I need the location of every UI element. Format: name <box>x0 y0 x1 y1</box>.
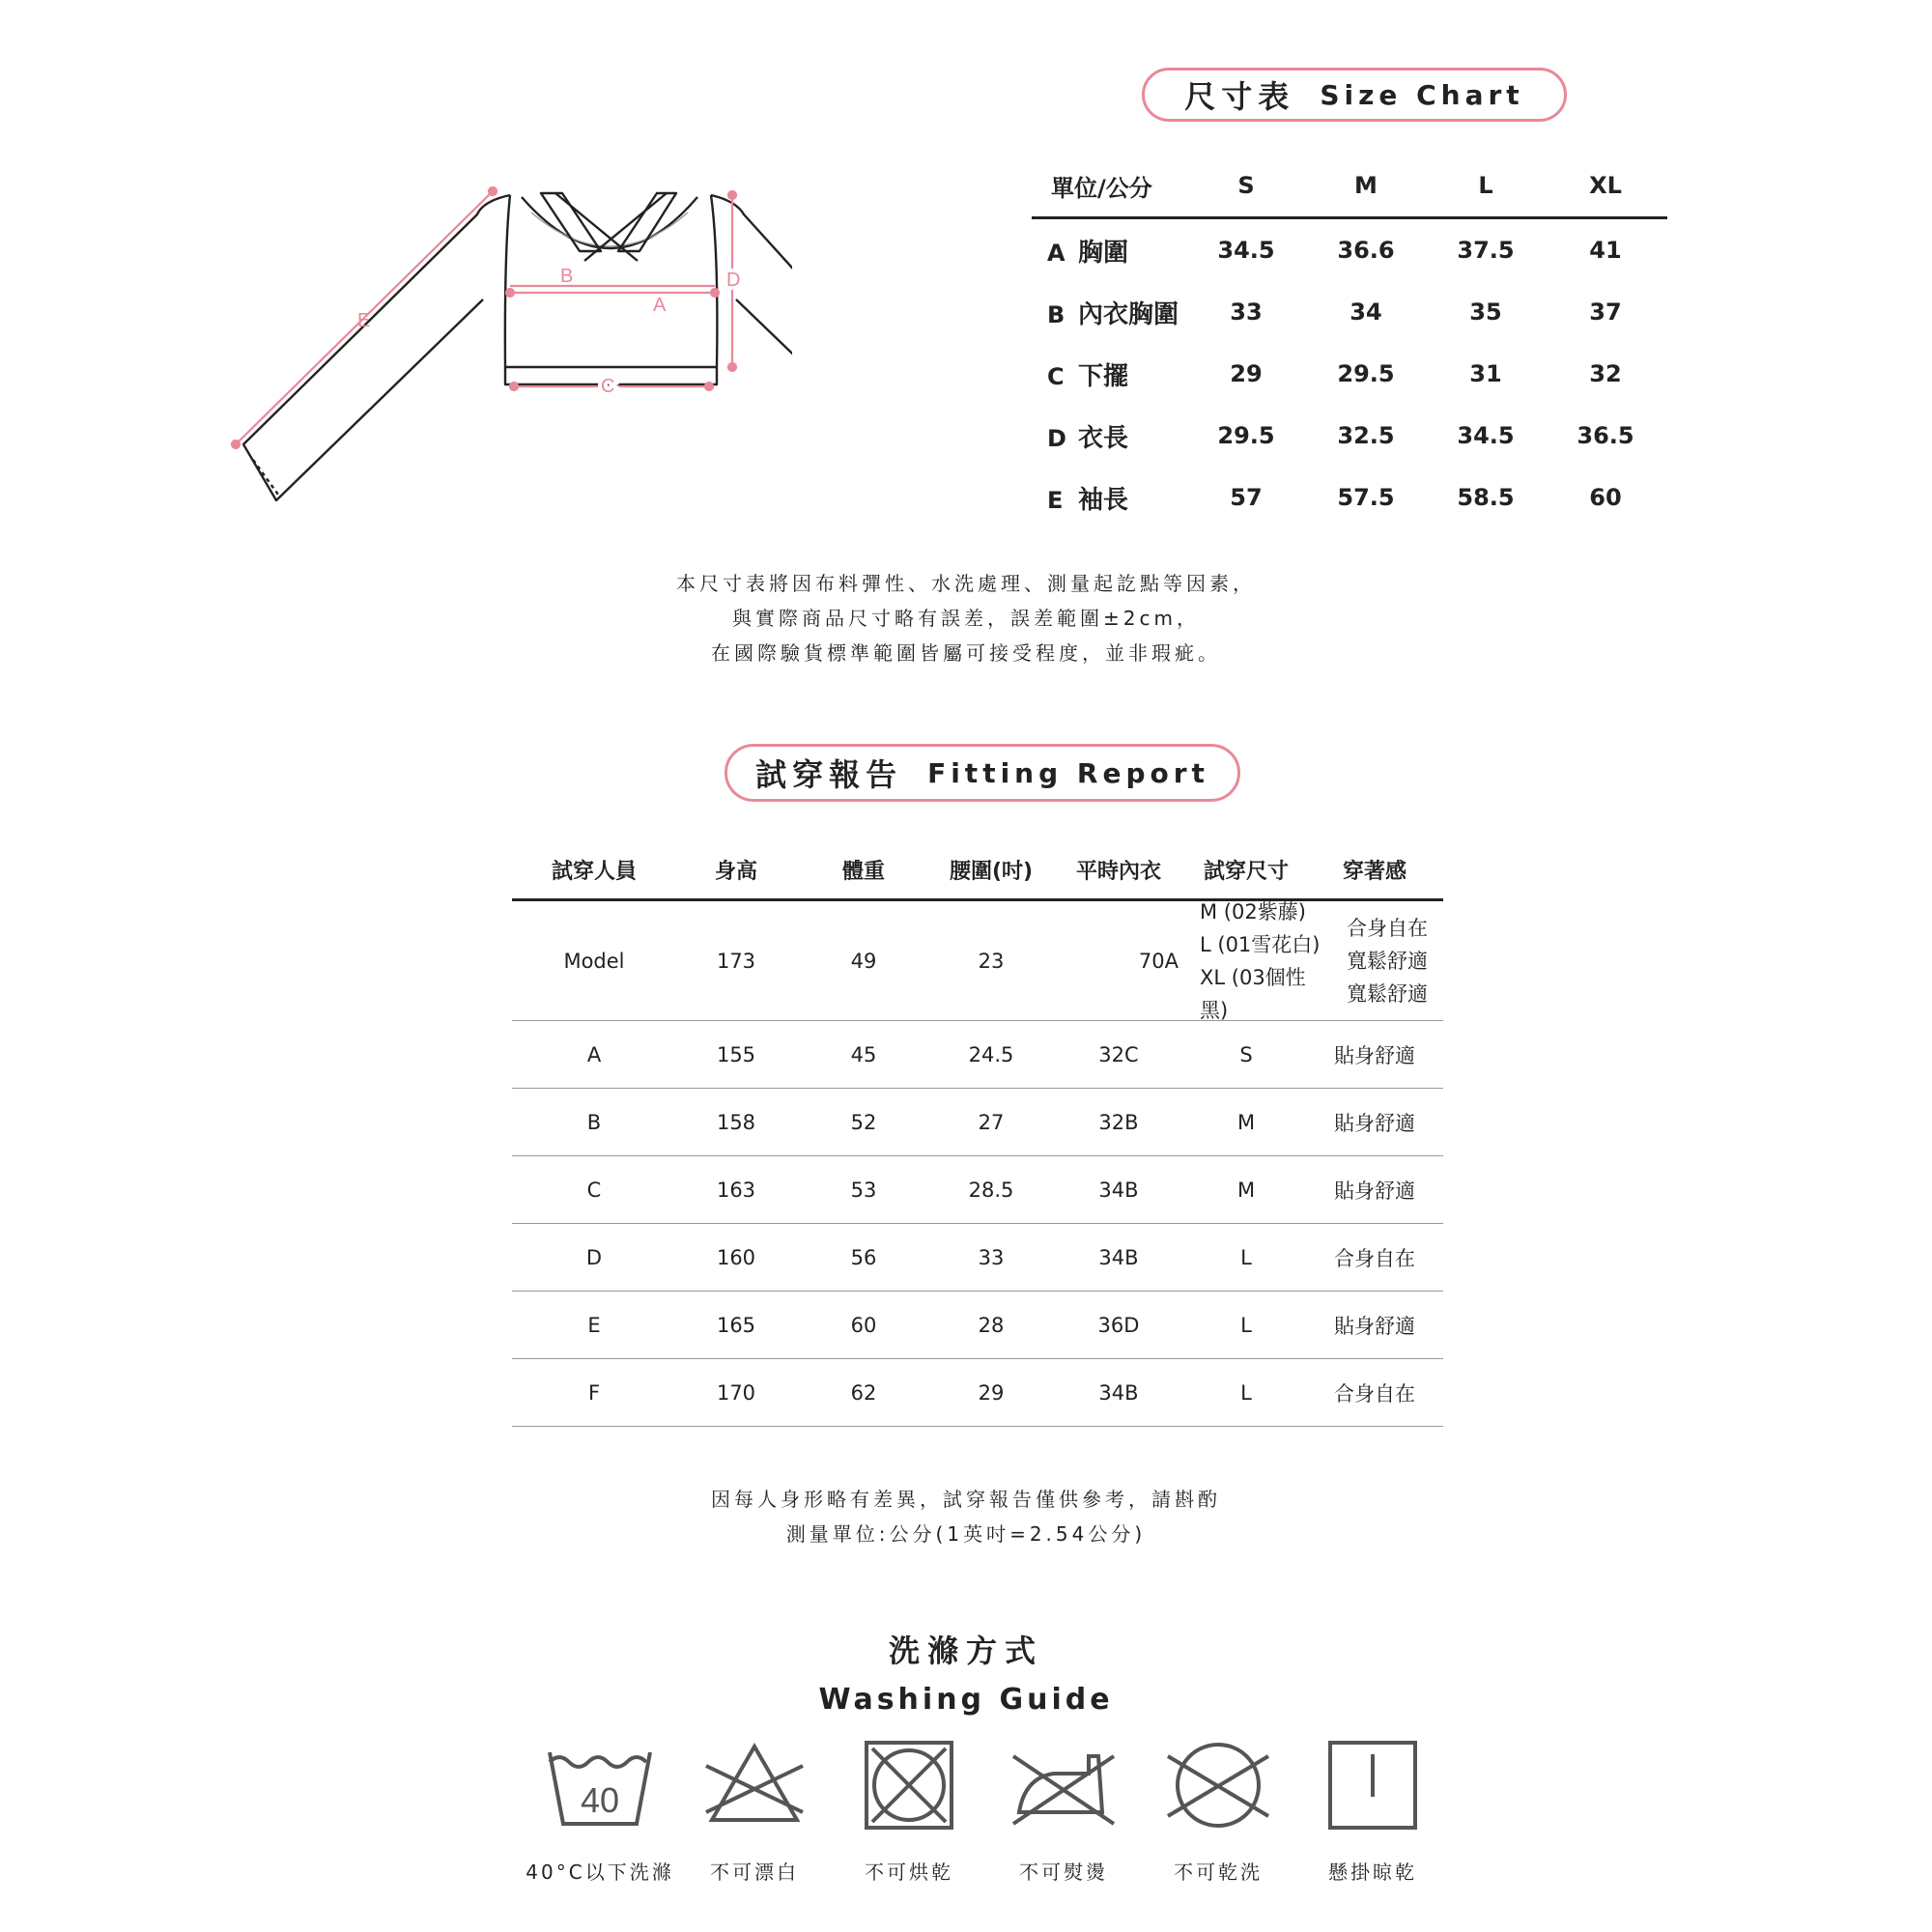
label-a: A <box>653 295 667 316</box>
care-no-iron: 不可熨燙 <box>981 1739 1146 1885</box>
header-m: M <box>1354 172 1378 199</box>
table-cell: 貼身舒適 <box>1334 1179 1415 1203</box>
table-cell: 27 <box>978 1110 1005 1134</box>
care-hang-dry: 懸掛晾乾 <box>1291 1739 1455 1885</box>
size-value: 36.5 <box>1577 422 1634 449</box>
table-cell: 165 <box>716 1313 756 1337</box>
measure-letter: C <box>1047 362 1065 390</box>
size-table-header <box>1032 155 1667 219</box>
no-tumble-dry-icon <box>851 1739 967 1832</box>
label-b: B <box>560 266 574 287</box>
size-value: 32.5 <box>1337 422 1395 449</box>
fitting-table <box>512 840 1443 1427</box>
size-value: 33 <box>1230 298 1263 326</box>
size-value: 29.5 <box>1337 360 1395 387</box>
table-cell: 34B <box>1098 1178 1139 1202</box>
table-row <box>1032 405 1667 467</box>
table-cell: 貼身舒適 <box>1334 1043 1415 1067</box>
care-no-bleach: 不可漂白 <box>672 1739 837 1885</box>
table-cell: 合身自在 <box>1334 1381 1415 1406</box>
no-dry-clean-icon <box>1160 1739 1276 1832</box>
table-row <box>1032 219 1667 281</box>
table-cell: 53 <box>850 1178 877 1202</box>
size-value: 34 <box>1350 298 1382 326</box>
size-value: 57 <box>1230 484 1263 511</box>
table-cell: 52 <box>850 1110 877 1134</box>
label-d: D <box>726 270 741 291</box>
table-row <box>512 1224 1443 1292</box>
no-bleach-icon <box>696 1739 812 1832</box>
size-value: 37.5 <box>1457 237 1515 264</box>
fitting-note: 因每人身形略有差異，試穿報告僅供參考，請斟酌 測量單位:公分(1英吋=2.54公分) <box>711 1488 1221 1546</box>
table-cell: 貼身舒適 <box>1334 1314 1415 1338</box>
table-row <box>512 1021 1443 1089</box>
table-cell: L <box>1240 1245 1252 1269</box>
measure-name: 胸圍 <box>1078 238 1129 268</box>
table-cell: M <box>1236 1110 1256 1134</box>
size-value: 60 <box>1589 484 1622 511</box>
measure-letter: A <box>1047 239 1065 267</box>
table-cell: 34B <box>1098 1245 1139 1269</box>
table-row <box>512 1089 1443 1156</box>
table-cell: L <box>1240 1380 1252 1405</box>
table-cell: E <box>587 1313 601 1337</box>
table-cell: 163 <box>716 1178 756 1202</box>
table-cell: A <box>586 1042 602 1066</box>
table-cell: 28.5 <box>968 1178 1014 1202</box>
header-xl: XL <box>1589 172 1622 199</box>
size-value: 34.5 <box>1457 422 1515 449</box>
table-cell: 60 <box>850 1313 877 1337</box>
fitting-table-header: 試穿人員 身高 體重 腰圍(吋) 平時內衣 試穿尺寸 穿著感 <box>512 840 1443 901</box>
measure-name: 袖長 <box>1078 485 1129 515</box>
table-cell: M <box>1236 1178 1256 1202</box>
measure-name: 下擺 <box>1078 361 1129 391</box>
table-cell: 貼身舒適 <box>1334 1111 1415 1135</box>
table-cell: 24.5 <box>968 1042 1014 1066</box>
no-iron-icon <box>1006 1739 1122 1832</box>
table-cell: 45 <box>850 1042 877 1066</box>
size-value: 41 <box>1589 237 1622 264</box>
table-row <box>1032 343 1667 405</box>
table-cell: S <box>1239 1042 1253 1066</box>
table-cell: 合身自在 <box>1334 1246 1415 1270</box>
table-cell: 56 <box>850 1245 877 1269</box>
table-cell: B <box>586 1110 602 1134</box>
table-cell: 28 <box>978 1313 1005 1337</box>
table-cell: 34B <box>1098 1380 1139 1405</box>
size-table <box>1032 155 1667 528</box>
care-wash-40: 40 40°C以下洗滌 <box>518 1739 682 1885</box>
measure-letter: E <box>1047 486 1064 514</box>
size-value: 32 <box>1589 360 1622 387</box>
measure-letter: D <box>1047 424 1066 452</box>
table-row <box>512 1292 1443 1359</box>
table-row <box>1032 467 1667 528</box>
size-value: 57.5 <box>1337 484 1395 511</box>
size-value: 31 <box>1469 360 1502 387</box>
table-cell: 32C <box>1098 1042 1139 1066</box>
table-cell: 160 <box>716 1245 756 1269</box>
size-value: 36.6 <box>1337 237 1395 264</box>
label-e: E <box>357 310 371 331</box>
size-value: 37 <box>1589 298 1622 326</box>
table-cell: L <box>1240 1313 1252 1337</box>
measure-name: 內衣胸圍 <box>1078 299 1179 329</box>
table-cell: 32B <box>1098 1110 1139 1134</box>
header-l: L <box>1478 172 1493 199</box>
table-row <box>512 1359 1443 1427</box>
size-value: 29 <box>1230 360 1263 387</box>
garment-diagram <box>0 155 792 522</box>
measure-letter: B <box>1047 300 1065 328</box>
care-no-tumble-dry: 不可烘乾 <box>827 1739 991 1885</box>
svg-text:40: 40 <box>580 1780 620 1820</box>
size-value: 29.5 <box>1217 422 1275 449</box>
label-c: C <box>601 376 615 397</box>
table-cell: 36D <box>1097 1313 1140 1337</box>
table-cell: 155 <box>716 1042 756 1066</box>
header-s: S <box>1237 172 1255 199</box>
table-cell: 62 <box>850 1380 877 1405</box>
fitting-report-title: 試穿報告 Fitting Report <box>724 744 1240 802</box>
table-cell: 29 <box>978 1380 1005 1405</box>
table-row <box>1032 281 1667 343</box>
size-value: 34.5 <box>1217 237 1275 264</box>
table-cell: D <box>585 1245 603 1269</box>
size-value: 58.5 <box>1457 484 1515 511</box>
measure-lines <box>232 187 736 448</box>
table-cell: C <box>586 1178 602 1202</box>
wash-40-icon <box>542 1739 658 1832</box>
table-row <box>512 1156 1443 1224</box>
size-value: 35 <box>1469 298 1502 326</box>
table-cell: 158 <box>716 1110 756 1134</box>
care-no-dry-clean: 不可乾洗 <box>1136 1739 1300 1885</box>
header-unit: 單位/公分 <box>1051 174 1152 202</box>
garment-outline <box>243 193 792 500</box>
table-cell: 170 <box>716 1380 756 1405</box>
table-cell: 33 <box>978 1245 1005 1269</box>
size-note: 本尺寸表將因布料彈性、水洗處理、測量起訖點等因素， 與實際商品尺寸略有誤差，誤差範圍±2cm， 在國際驗貨標準範圍皆屬可接受程度，並非瑕疵。 <box>676 572 1256 665</box>
table-cell: F <box>587 1380 601 1405</box>
washing-guide-title: 洗滌方式 Washing Guide <box>818 1633 1114 1717</box>
size-chart-title: 尺寸表 Size Chart <box>1142 68 1567 122</box>
table-row: Model 173 49 23 70A M (02紫藤) L (01雪花白) XL (03個性黑) 合身自在 寬鬆舒適 寬鬆舒適 <box>512 901 1443 1021</box>
hang-dry-icon <box>1315 1739 1431 1832</box>
measure-name: 衣長 <box>1078 423 1129 453</box>
